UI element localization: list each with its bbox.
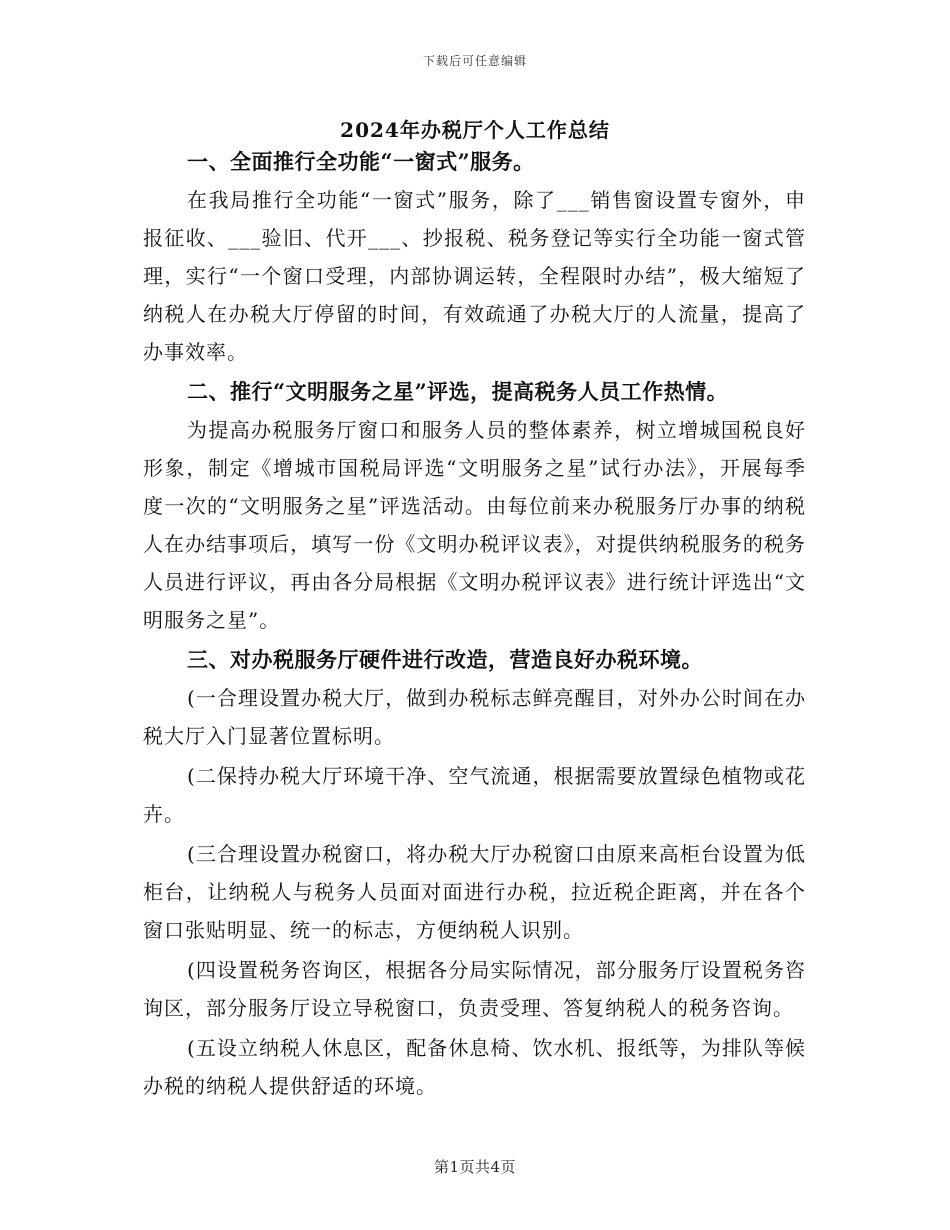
section-heading-3: 三、对办税服务厅硬件进行改造，营造良好办税环境。 [187,647,703,672]
section-3-paragraph-4: (四设置税务咨询区，根据各分局实际情况，部分服务厅设置税务咨询区，部分服务厅设立导税窗口，负责受理、答复纳税人的税务咨询。 [143,958,806,1020]
header-note: 下载后可任意编辑 [422,54,527,68]
document-body [143,143,806,1107]
section-heading-1: 一、全面推行全功能“一窗式”服务。 [187,149,535,174]
section-3-paragraph-3: (三合理设置办税窗口，将办税大厅办税窗口由原来高柜台设置为低柜台，让纳税人与税务人员面对面进行办税，拉近税企距离，并在各个窗口张贴明显、统一的标志，方便纳税人识别。 [143,842,806,942]
section-1-paragraph-1: 在我局推行全功能“一窗式”服务，除了___销售窗设置专窗外，申报征收、___验旧、代开___、抄报税、税务登记等实行全功能一窗式管理，实行“一个窗口受理，内部协调运转，全程限时办结”，极大缩短了纳税人在办税大厅停留的时间，有效疏通了办税大厅的人流量，提高了办事效率。 [143,188,806,364]
page-footer: 第1页共4页 [433,1158,517,1176]
section-3-paragraph-1: (一合理设置办税大厅，做到办税标志鲜亮醒目，对外办公时间在办税大厅入门显著位置标明。 [143,686,806,748]
document-title: 2024年办税厅个人工作总结 [340,118,610,142]
section-3-paragraph-2: (二保持办税大厅环境干净、空气流通，根据需要放置绿色植物或花卉。 [143,764,806,826]
section-heading-2: 二、推行“文明服务之星”评选，提高税务人员工作热情。 [187,379,729,404]
section-2-paragraph-1: 为提高办税服务厅窗口和服务人员的整体素养，树立增城国税良好形象，制定《增城市国税局评选“文明服务之星”试行办法》，开展每季度一次的“文明服务之星”评选活动。由每位前来办税服务厅办事的纳税人在办结事项后，填写一份《文明办税评议表》，对提供纳税服务的税务人员进行评议，再由各分局根据《文明办税评议表》进行统计评选出“文明服务之星”。 [143,418,806,632]
section-3-paragraph-5: (五设立纳税人休息区，配备休息椅、饮水机、报纸等，为排队等候办税的纳税人提供舒适的环境。 [143,1036,806,1098]
